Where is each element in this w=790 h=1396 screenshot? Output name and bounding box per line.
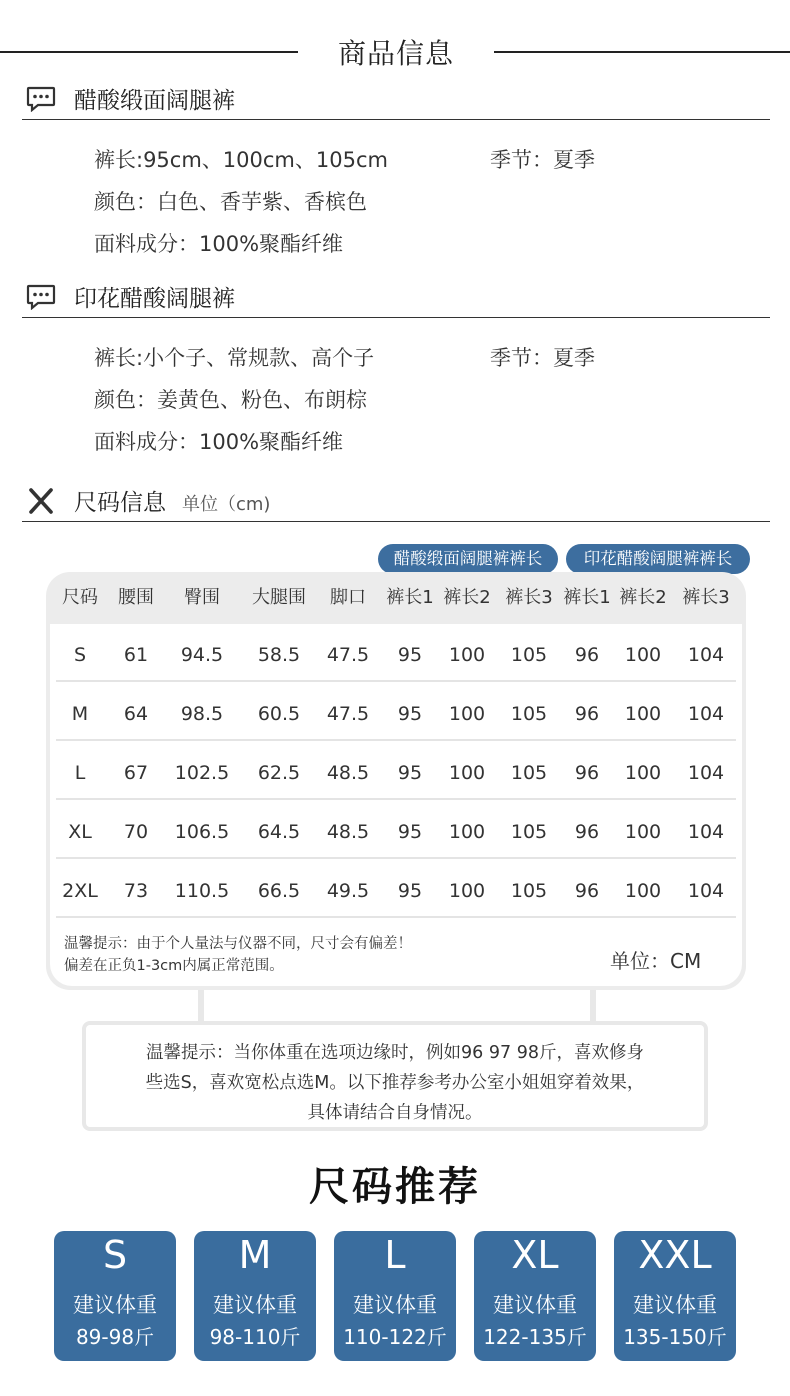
recommend-size: L [384,1233,406,1277]
product-2-name: 印花醋酸阔腿裤 [74,286,235,312]
table-row-divider [56,680,736,682]
tag-product-2-length: 印花醋酸阔腿裤裤长 [566,544,750,574]
tip-line-1: 温馨提示：当你体重在选项边缘时，例如96 97 98斤，喜欢修身 [146,1043,644,1063]
table-cell: 105 [510,644,548,666]
recommend-size: S [102,1233,128,1277]
recommend-card-m [194,1231,316,1361]
table-cell: 106.5 [174,821,230,843]
table-header-cell: 腰围 [118,587,154,608]
recommend-weight: 89-98斤 [75,1325,155,1349]
table-header-cell: 尺码 [62,587,98,608]
product-1-header [22,80,770,120]
table-cell: 2XL [62,880,98,902]
table-cell: 61 [123,644,149,666]
recommend-size: XXL [638,1233,712,1277]
recommend-label: 建议体重 [633,1293,717,1317]
cross-icon [26,488,56,514]
recommend-card-xxl [614,1231,736,1361]
recommend-card-xl [474,1231,596,1361]
table-cell: 100 [624,821,662,843]
table-header-cell: 臀围 [184,587,220,608]
product-2-fabric: 面料成分：100%聚酯纤维 [94,430,344,454]
table-header-cell: 裤长1 [563,587,611,608]
recommend-size: XL [511,1233,559,1277]
table-cell: 105 [510,762,548,784]
product-2-length: 裤长:小个子、常规款、高个子 [94,346,375,370]
table-cell: 105 [510,880,548,902]
product-1-season: 季节：夏季 [490,148,595,172]
table-cell: 95 [397,703,423,725]
table-cell: 102.5 [174,762,230,784]
table-cell: 96 [574,703,600,725]
tip-box [82,1021,708,1131]
page-title-row [0,30,790,74]
table-row-divider [56,916,736,918]
recommend-size: M [238,1233,272,1277]
table-cell: 100 [448,703,486,725]
table-row-divider [56,798,736,800]
table-note-line-2: 偏差在正负1-3cm内属正常范围。 [64,958,284,974]
connector-post-left [198,990,204,1023]
table-header-cell: 脚口 [330,587,366,608]
table-header-cell: 裤长2 [443,587,491,608]
table-cell: 66.5 [257,880,301,902]
table-cell: 105 [510,703,548,725]
table-cell: 94.5 [180,644,224,666]
table-cell: 60.5 [257,703,301,725]
table-cell: 95 [397,762,423,784]
table-cell: 73 [123,880,149,902]
table-cell: 104 [687,821,725,843]
table-cell: 67 [123,762,149,784]
table-cell: 95 [397,880,423,902]
product-1-name: 醋酸缎面阔腿裤 [74,88,235,114]
table-cell: 47.5 [326,644,370,666]
table-cell: XL [68,821,92,843]
table-cell: 48.5 [326,821,370,843]
product-1-colors: 颜色：白色、香芋紫、香槟色 [94,190,367,214]
table-cell: 64.5 [257,821,301,843]
table-row-divider [56,739,736,741]
tip-line-2: 些选S，喜欢宽松点选M。以下推荐参考办公室小姐姐穿着效果， [145,1073,645,1093]
table-header-cell: 裤长3 [682,587,730,608]
chat-bubble-icon [26,86,56,112]
table-cell: 100 [624,762,662,784]
table-cell: 48.5 [326,762,370,784]
title-divider-right [494,51,790,53]
table-cell: 104 [687,762,725,784]
table-cell: 96 [574,762,600,784]
table-cell: 100 [448,821,486,843]
table-header-cell: 裤长3 [505,587,553,608]
table-cell: 100 [448,644,486,666]
product-1-length: 裤长:95cm、100cm、105cm [94,148,388,172]
table-cell: 98.5 [180,703,224,725]
table-cell: 100 [624,703,662,725]
recommend-title: 尺码推荐 [309,1164,481,1210]
table-cell: S [73,644,87,666]
tip-line-3: 具体请结合自身情况。 [307,1103,483,1123]
table-cell: 105 [510,821,548,843]
recommend-weight: 98-110斤 [209,1325,301,1349]
title-divider-left [0,51,298,53]
product-2-season: 季节：夏季 [490,346,595,370]
table-note-line-1: 温馨提示：由于个人量法与仪器不同，尺寸会有偏差！ [64,936,412,952]
recommend-label: 建议体重 [213,1293,297,1317]
table-cell: 49.5 [326,880,370,902]
table-header-cell: 裤长1 [386,587,434,608]
table-cell: 96 [574,644,600,666]
product-1-fabric: 面料成分：100%聚酯纤维 [94,232,344,256]
size-info-title: 尺码信息 单位（cm) [74,490,271,516]
recommend-weight: 135-150斤 [623,1325,727,1349]
table-note [64,933,412,977]
table-cell: M [71,703,89,725]
table-cell: 62.5 [257,762,301,784]
chat-bubble-icon [26,284,56,310]
recommend-label: 建议体重 [73,1293,157,1317]
product-2-header [22,278,770,318]
page-title: 商品信息 [337,37,454,70]
table-cell: 70 [123,821,149,843]
table-row-divider [56,857,736,859]
recommend-weight: 110-122斤 [343,1325,447,1349]
table-cell: 95 [397,644,423,666]
table-cell: L [74,762,86,784]
product-2-colors: 颜色：姜黄色、粉色、布朗棕 [94,388,367,412]
table-header-cell: 裤长2 [619,587,667,608]
table-cell: 47.5 [326,703,370,725]
recommend-label: 建议体重 [353,1293,437,1317]
recommend-card-s [54,1231,176,1361]
table-cell: 104 [687,880,725,902]
size-info-header [22,482,770,522]
table-cell: 100 [448,880,486,902]
table-header-cell: 大腿围 [252,587,306,608]
table-cell: 100 [448,762,486,784]
table-cell: 58.5 [257,644,301,666]
table-unit: 单位：CM [610,949,702,973]
table-cell: 104 [687,703,725,725]
connector-post-right [590,990,596,1023]
recommend-label: 建议体重 [493,1293,577,1317]
recommend-weight: 122-135斤 [483,1325,587,1349]
table-cell: 100 [624,644,662,666]
table-cell: 110.5 [174,880,230,902]
table-cell: 104 [687,644,725,666]
table-cell: 64 [123,703,149,725]
size-info-unit: 单位（cm) [182,494,271,515]
table-cell: 96 [574,880,600,902]
recommend-card-l [334,1231,456,1361]
table-cell: 95 [397,821,423,843]
table-cell: 96 [574,821,600,843]
table-cell: 100 [624,880,662,902]
tag-product-1-length: 醋酸缎面阔腿裤裤长 [378,544,558,574]
